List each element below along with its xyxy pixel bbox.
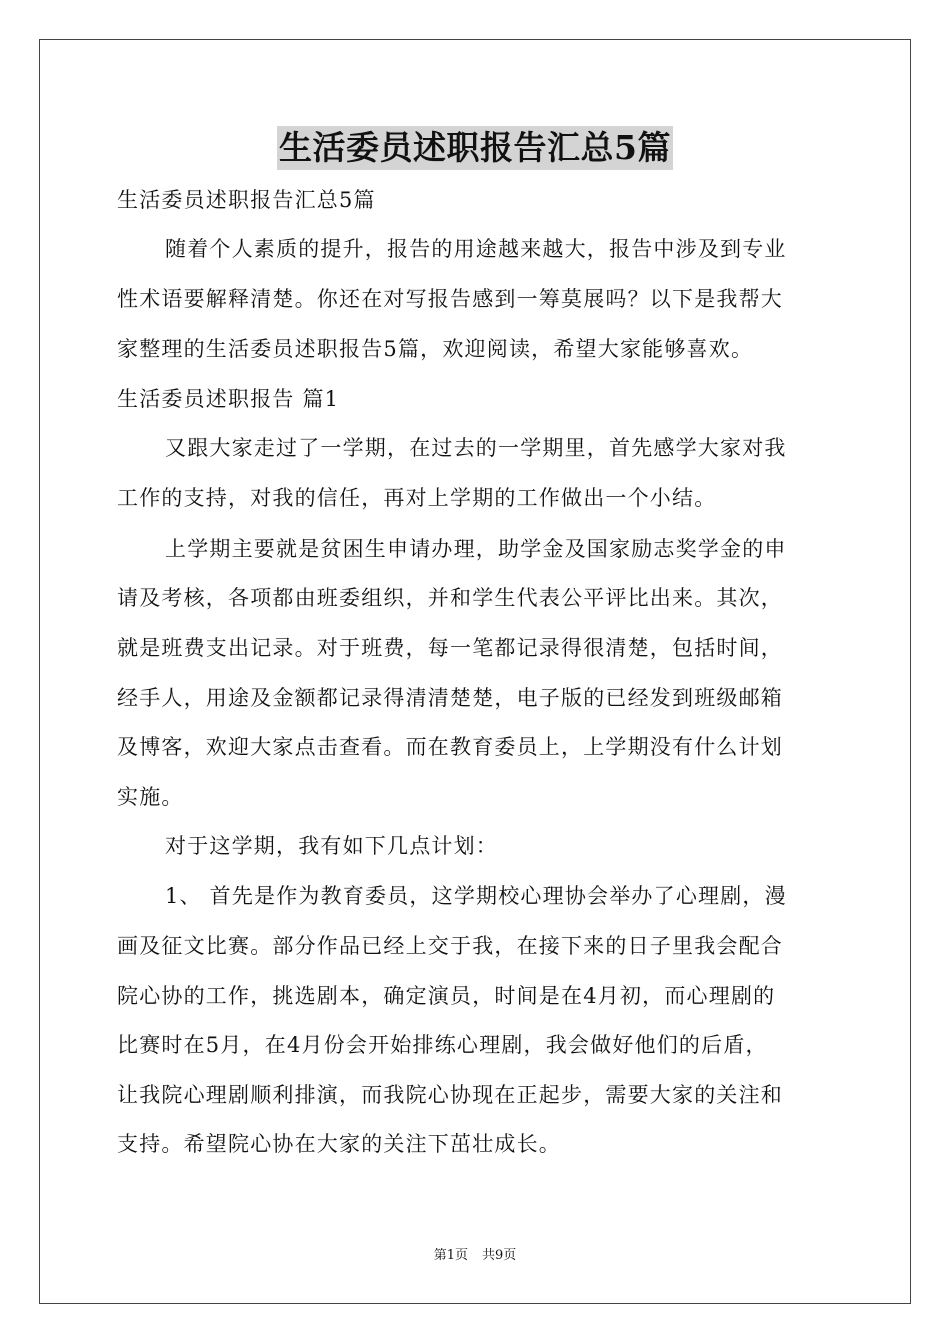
paragraph-line: 就是班费支出记录。对于班费，每一笔都记录得很清楚，包括时间， [117,636,783,660]
paragraph-line: 让我院心理剧顺利排演，而我院心协现在正起步，需要大家的关注和 [117,1083,783,1107]
paragraph-line: 性术语要解释清楚。你还在对写报告感到一筹莫展吗？以下是我帮大 [117,287,783,311]
paragraph-line: 经手人，用途及金额都记录得清清楚楚，电子版的已经发到班级邮箱 [117,686,783,710]
paragraph-line: 院心协的工作，挑选剧本，确定演员，时间是在4月初，而心理剧的 [117,984,776,1008]
paragraph-line: 工作的支持，对我的信任，再对上学期的工作做出一个小结。 [117,486,717,510]
paragraph-line: 及博客，欢迎大家点击查看。而在教育委员上，上学期没有什么计划 [117,735,783,759]
page-total: 共9页 [482,1248,517,1263]
title-container [0,126,950,170]
subtitle-line: 生活委员述职报告汇总5篇 [117,188,376,212]
page-footer [0,1248,950,1264]
paragraph-line: 实施。 [117,785,184,809]
paragraph-line: 1、 首先是作为教育委员，这学期校心理协会举办了心理剧，漫 [165,884,787,908]
paragraph-line: 上学期主要就是贫困生申请办理，助学金及国家励志奖学金的申 [165,537,787,561]
paragraph-line: 又跟大家走过了一学期，在过去的一学期里，首先感学大家对我 [165,436,787,460]
paragraph-line: 画及征文比赛。部分作品已经上交于我，在接下来的日子里我会配合 [117,934,783,958]
page-number: 第1页 [433,1248,468,1263]
paragraph-line: 支持。希望院心协在大家的关注下茁壮成长。 [117,1132,561,1156]
page-border [39,39,911,1304]
paragraph-line: 比赛时在5月，在4月份会开始排练心理剧，我会做好他们的后盾， [117,1033,768,1057]
paragraph-line: 对于这学期，我有如下几点计划： [165,834,498,858]
paragraph-line: 随着个人素质的提升，报告的用途越来越大，报告中涉及到专业 [165,237,787,261]
paragraph-line: 家整理的生活委员述职报告5篇，欢迎阅读，希望大家能够喜欢。 [117,337,754,361]
section-heading: 生活委员述职报告 篇1 [117,387,340,411]
paragraph-line: 请及考核，各项都由班委组织，并和学生代表公平评比出来。其次， [117,586,783,610]
document-title: 生活委员述职报告汇总5篇 [277,126,673,170]
